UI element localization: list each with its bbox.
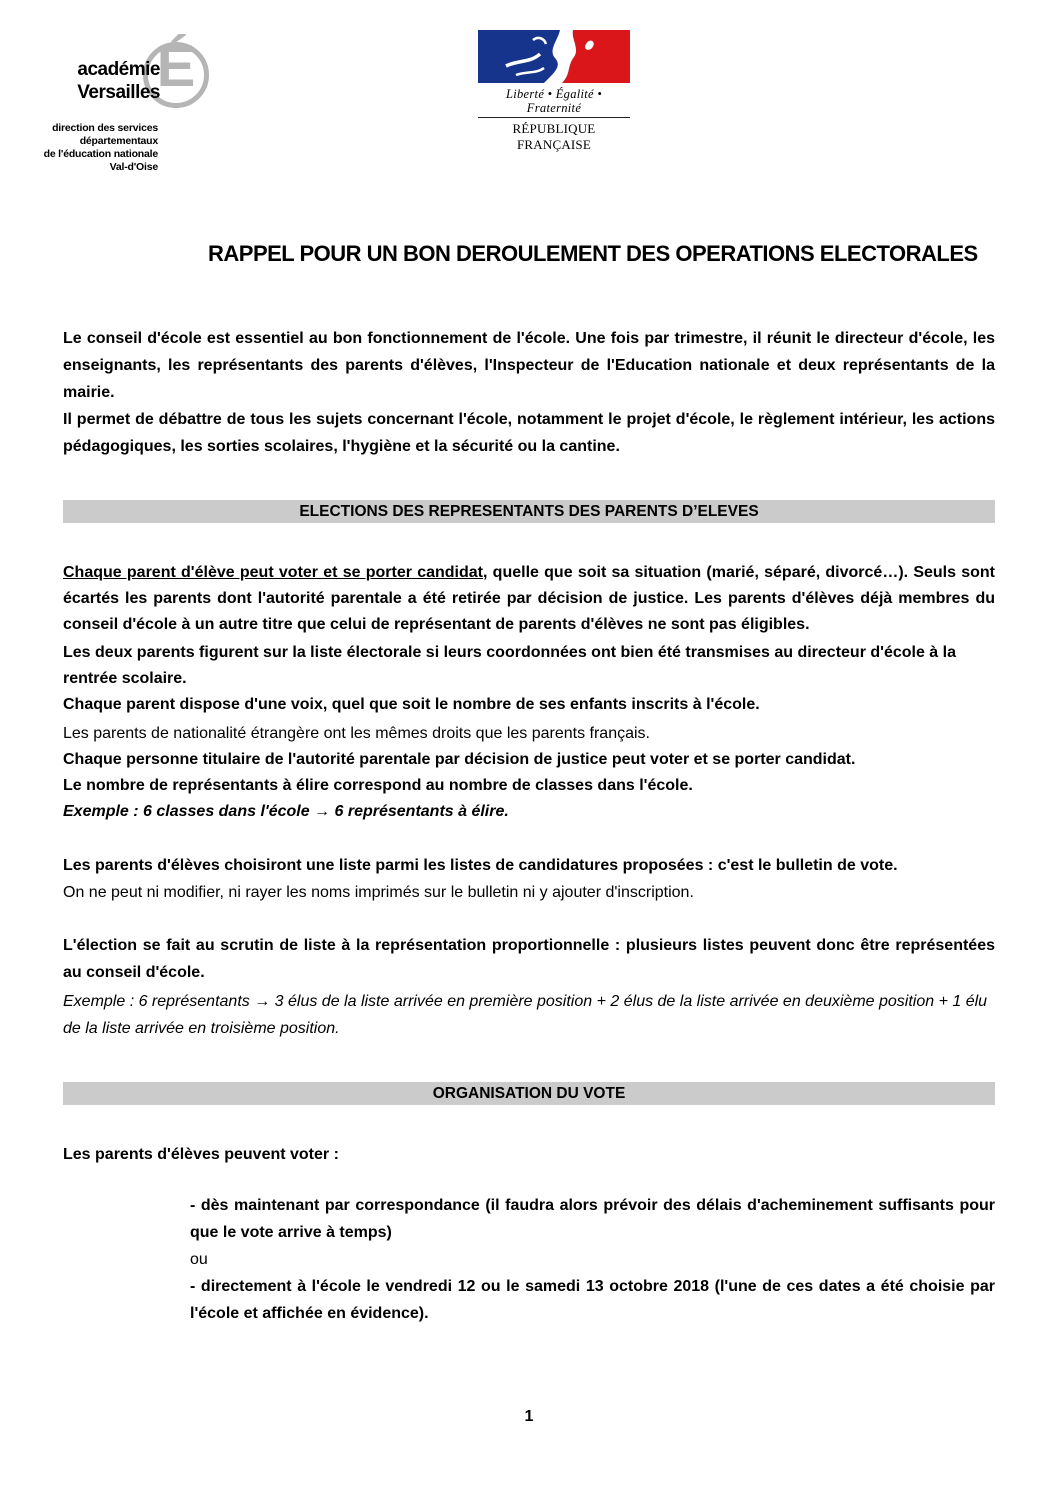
underlined-lead: Chaque parent d'élève peut voter et se porter candidat	[63, 564, 483, 581]
eligibility-paragraph	[63, 560, 995, 638]
ballot-end: .	[893, 857, 898, 874]
marianne-flag-icon	[478, 30, 630, 83]
dept-line: direction des services	[52, 122, 158, 134]
section-heading-elections: ELECTIONS DES REPRESENTANTS DES PARENTS D’ELEVES	[63, 500, 995, 523]
example-2: Exemple : 6 représentants → 3 élus de la liste arrivée en première position + 2 élus de la liste arrivée en deuxième position + 1 élu de la liste arrivée en troisième position.	[63, 993, 988, 1037]
page-title: RAPPEL POUR UN BON DEROULEMENT DES OPERATIONS ELECTORALES	[208, 241, 978, 266]
academie-name-line2: Versailles	[77, 82, 160, 103]
electoral-list-paragraph: Les deux parents figurent sur la liste électorale si leurs coordonnées ont bien été transmises au directeur d'école à la rentrée scolaire.	[63, 644, 956, 687]
intro-paragraph-2: Il permet de débattre de tous les sujets concernant l'école, notamment le projet d'école, le règlement intérieur, les actions pédagogiques, les sorties scolaires, l'hygiène et la sécurité ou la cantine.	[63, 411, 995, 455]
dept-line: départementaux	[79, 135, 158, 147]
academie-name	[45, 58, 160, 104]
vote-options-block	[190, 1192, 995, 1327]
eligibility-rest: , quelle que soit sa situation (marié, séparé, divorcé…). Seuls sont écartés les parents dont l'autorité parentale a été retirée par décision de justice. Les parents d'élèves déjà membres du conseil d'école à un autre titre que celui de représentant de parents d'élèves ne sont pas éligibles.	[63, 564, 996, 633]
example-1: Exemple : 6 classes dans l'école → 6 représentants à élire.	[63, 803, 509, 820]
republique-name: RÉPUBLIQUE FRANÇAISE	[478, 117, 630, 153]
document-body	[63, 240, 995, 1327]
vote-option-mail: - dès maintenant par correspondance (il faudra alors prévoir des délais d'acheminement suffisants pour que le vote arrive à temps)	[190, 1197, 995, 1241]
ballot-paragraph	[63, 852, 995, 879]
motto-text: Liberté • Égalité • Fraternité	[505, 87, 603, 115]
dept-line: de l'éducation nationale	[43, 148, 158, 160]
academie-name-line1: académie	[77, 59, 160, 80]
vote-option-connector: ou	[190, 1251, 208, 1268]
vote-intro-paragraph: Les parents d'élèves peuvent voter :	[63, 1146, 339, 1163]
academie-department-block	[30, 122, 158, 174]
section-heading-organisation: ORGANISATION DU VOTE	[63, 1082, 995, 1105]
foreign-parents-paragraph: Les parents de nationalité étrangère ont les mêmes droits que les parents français.	[63, 725, 650, 742]
representatives-count-paragraph: Le nombre de représentants à élire correspond au nombre de classes dans l'école.	[63, 777, 693, 794]
academie-seal-letter: É	[156, 34, 196, 99]
no-modification-paragraph: On ne peut ni modifier, ni rayer les noms imprimés sur le bulletin ni y ajouter d'inscription.	[63, 884, 694, 901]
one-vote-paragraph: Chaque parent dispose d'une voix, quel que soit le nombre de ses enfants inscrits à l'école.	[63, 696, 760, 713]
academie-versailles-logo	[43, 34, 245, 188]
page-number: 1	[524, 1408, 534, 1425]
ballot-lead: Les parents d'élèves choisiront une liste parmi les listes de candidatures proposées : c'est le	[63, 857, 776, 874]
parental-authority-paragraph: Chaque personne titulaire de l'autorité parentale par décision de justice peut voter et se porter candidat.	[63, 751, 856, 768]
intro-paragraph-1: Le conseil d'école est essentiel au bon fonctionnement de l'école. Une fois par trimestre, il réunit le directeur d'école, les enseignants, les représentants des parents d'élèves, l'Inspecteur de l'Education nationale et deux représentants de la mairie.	[63, 330, 995, 401]
republique-francaise-logo	[478, 30, 630, 153]
dept-line: Val-d'Oise	[109, 161, 158, 173]
vote-option-school: - directement à l'école le vendredi 12 ou le samedi 13 octobre 2018 (l'une de ces dates a été choisie par l'école et affichée en évidence).	[190, 1278, 995, 1322]
ballot-bold: bulletin de vote	[775, 857, 894, 874]
proportional-paragraph: L'élection se fait au scrutin de liste à la représentation proportionnelle : plusieurs listes peuvent donc être représentées au conseil d'école.	[63, 937, 995, 981]
